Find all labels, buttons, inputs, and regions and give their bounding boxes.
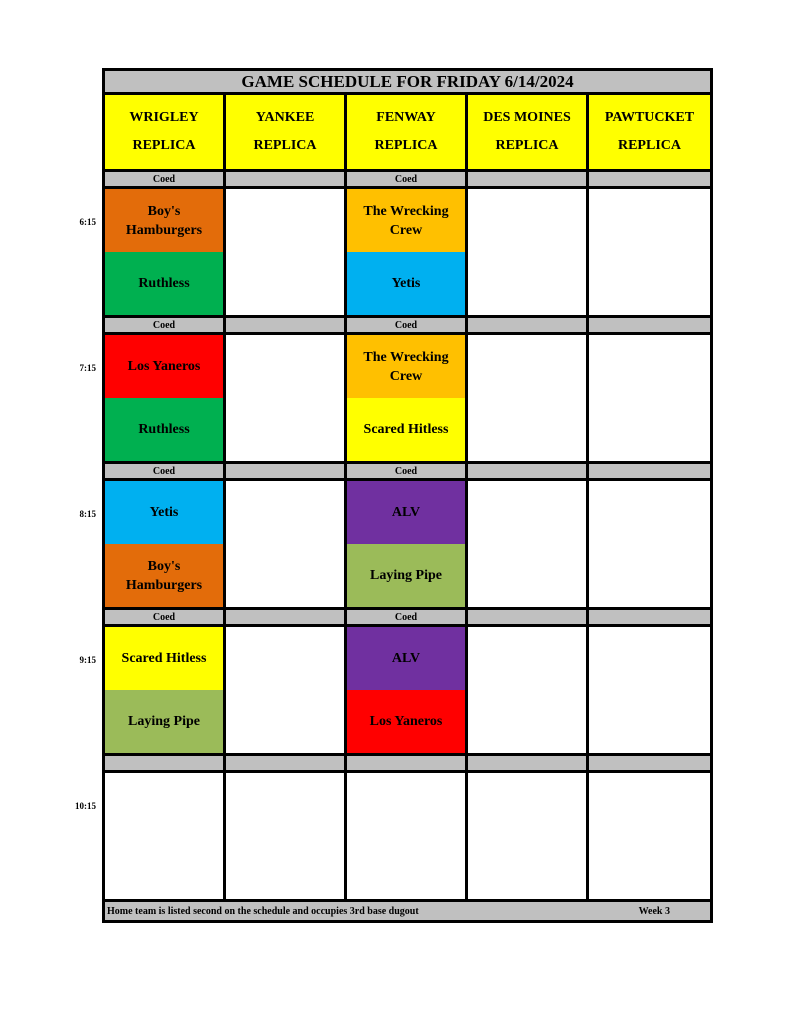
game-cell [589, 627, 710, 753]
game-cell [468, 627, 589, 753]
division-label [468, 464, 589, 478]
game-cell [347, 189, 468, 315]
division-label: Coed [347, 610, 468, 624]
division-label [589, 172, 710, 186]
division-label [105, 756, 226, 770]
game-cell [347, 627, 468, 753]
game-cell [589, 335, 710, 461]
venue-header-pawtucket [589, 95, 710, 169]
game-cell [589, 189, 710, 315]
away-team: ALV [347, 627, 465, 690]
division-label: Coed [347, 464, 468, 478]
time-slot-row [102, 627, 713, 753]
game-cell [105, 773, 226, 899]
venue-name: YANKEE [255, 110, 315, 125]
home-team: Los Yaneros [347, 690, 465, 753]
game-cell [105, 627, 226, 753]
time-label: 7:15 [79, 363, 96, 373]
division-label-row [102, 607, 713, 627]
home-team: Laying Pipe [347, 544, 465, 607]
away-team: ALV [347, 481, 465, 544]
division-label-row [102, 461, 713, 481]
division-label [589, 756, 710, 770]
home-team: Yetis [347, 252, 465, 315]
venue-header-yankee [226, 95, 347, 169]
division-label [589, 610, 710, 624]
game-cell [347, 481, 468, 607]
division-label: Coed [347, 318, 468, 332]
division-label [468, 756, 589, 770]
game-cell [589, 773, 710, 899]
venue-header-des-moines [468, 95, 589, 169]
time-slots [102, 169, 713, 899]
game-cell [468, 773, 589, 899]
division-label: Coed [347, 172, 468, 186]
game-cell [226, 773, 347, 899]
venue-header-wrigley [105, 95, 226, 169]
division-label-row [102, 753, 713, 773]
schedule-sheet [102, 68, 713, 923]
division-label [226, 318, 347, 332]
time-label: 6:15 [79, 217, 96, 227]
home-team-note: Home team is listed second on the schedule and occupies 3rd base dugout [107, 905, 419, 917]
home-team: Boy's Hamburgers [105, 544, 223, 607]
time-label: 10:15 [75, 801, 96, 811]
venue-sub: REPLICA [253, 138, 317, 153]
division-label [226, 756, 347, 770]
schedule-footer [102, 899, 713, 923]
division-label [468, 318, 589, 332]
division-label: Coed [105, 610, 226, 624]
game-cell [226, 189, 347, 315]
schedule-title: GAME SCHEDULE FOR FRIDAY 6/14/2024 [102, 68, 713, 95]
division-label [347, 756, 468, 770]
division-label: Coed [105, 172, 226, 186]
venue-header-fenway [347, 95, 468, 169]
home-team: Ruthless [105, 398, 223, 461]
venue-name: FENWAY [376, 110, 436, 125]
game-cell [347, 773, 468, 899]
division-label [589, 464, 710, 478]
time-label: 9:15 [79, 655, 96, 665]
division-label [226, 464, 347, 478]
division-label [226, 610, 347, 624]
away-team: Scared Hitless [105, 627, 223, 690]
week-label: Week 3 [638, 905, 670, 917]
time-slot-row [102, 189, 713, 315]
away-team: The Wrecking Crew [347, 189, 465, 252]
division-label [468, 172, 589, 186]
game-cell [105, 189, 226, 315]
venue-sub: REPLICA [132, 138, 196, 153]
game-cell [589, 481, 710, 607]
time-slot-row [102, 773, 713, 899]
venue-sub: REPLICA [374, 138, 438, 153]
game-cell [468, 481, 589, 607]
division-label: Coed [105, 464, 226, 478]
game-cell [226, 335, 347, 461]
away-team: Los Yaneros [105, 335, 223, 398]
division-label-row [102, 315, 713, 335]
time-slot-row [102, 481, 713, 607]
venue-name: PAWTUCKET [604, 110, 695, 125]
venue-sub: REPLICA [495, 138, 559, 153]
time-label: 8:15 [79, 509, 96, 519]
home-team: Ruthless [105, 252, 223, 315]
game-cell [468, 335, 589, 461]
game-cell [226, 481, 347, 607]
game-cell [105, 481, 226, 607]
venue-header-row [102, 95, 713, 169]
venue-sub: REPLICA [617, 138, 681, 153]
division-label [589, 318, 710, 332]
division-label-row [102, 169, 713, 189]
division-label: Coed [105, 318, 226, 332]
division-label [468, 610, 589, 624]
away-team: Yetis [105, 481, 223, 544]
game-cell [347, 335, 468, 461]
game-cell [105, 335, 226, 461]
home-team: Laying Pipe [105, 690, 223, 753]
away-team: Boy's Hamburgers [105, 189, 223, 252]
home-team: Scared Hitless [347, 398, 465, 461]
venue-name: DES MOINES [483, 110, 571, 125]
time-slot-row [102, 335, 713, 461]
away-team: The Wrecking Crew [347, 335, 465, 398]
division-label [226, 172, 347, 186]
game-cell [468, 189, 589, 315]
venue-name: WRIGLEY [129, 110, 199, 125]
game-cell [226, 627, 347, 753]
